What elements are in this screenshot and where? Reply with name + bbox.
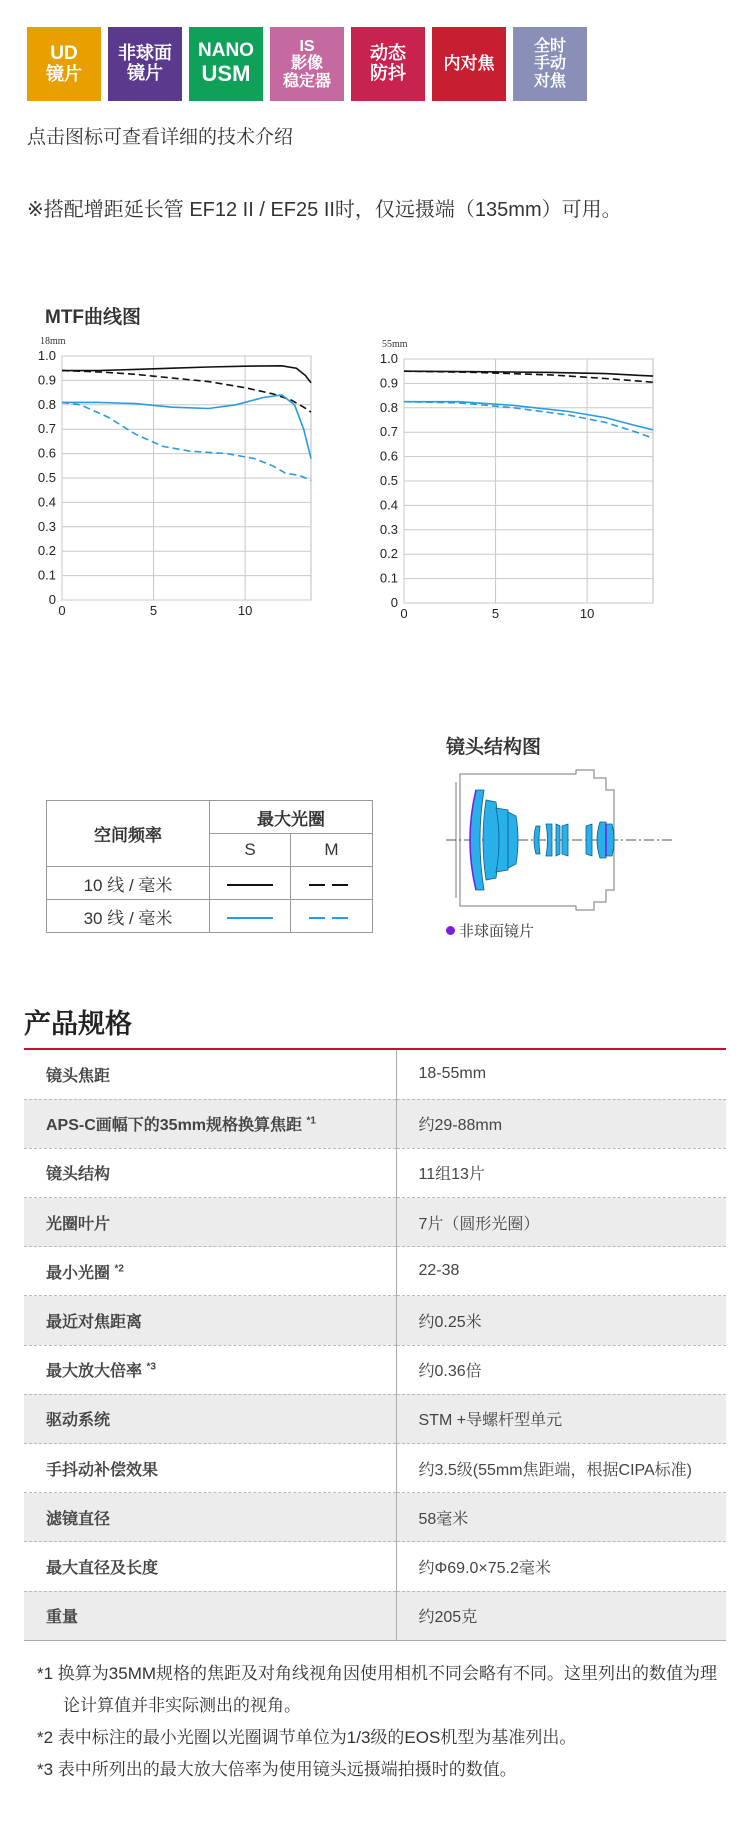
spec-value: STM +导螺杆型单元 — [396, 1394, 726, 1443]
spec-table — [24, 1050, 726, 1641]
x-tick-label: 5 — [491, 606, 500, 621]
mtf-chart-18mm — [37, 336, 380, 676]
y-tick-label: 0.6 — [37, 445, 56, 461]
x-tick-label: 0 — [58, 603, 66, 618]
y-tick-label: 0.8 — [379, 399, 398, 415]
spec-key — [24, 1050, 396, 1099]
x-tick-label: 10 — [237, 603, 253, 618]
spec-key-text: 重量 — [46, 1609, 79, 1627]
y-tick-label: 1.0 — [37, 348, 56, 363]
aspherical-legend — [446, 920, 534, 941]
legend-10-m-swatch — [291, 867, 373, 900]
y-tick-label: 0.1 — [37, 567, 56, 583]
x-tick-label: 10 — [579, 606, 595, 621]
spec-key-text: 滤镜直径 — [46, 1510, 111, 1528]
y-tick-label: 0.5 — [379, 473, 398, 488]
spec-value: 7片（圆形光圈） — [396, 1198, 726, 1247]
spec-key — [24, 1247, 396, 1296]
spec-value: 11组13片 — [396, 1148, 726, 1197]
spec-row — [24, 1247, 726, 1296]
lens-structure-diagram — [446, 760, 676, 925]
y-tick-label: 0.8 — [37, 396, 56, 412]
legend-row-10lp: 10 线 / 毫米 — [47, 867, 210, 900]
y-tick-label: 0.2 — [379, 546, 398, 562]
spec-footnote-ref: *3 — [146, 1361, 156, 1373]
footnote-2: *2 表中标注的最小光圈以光圈调节单位为1/3级的EOS机型为基准列出。 — [37, 1728, 577, 1747]
spec-key — [24, 1394, 396, 1443]
spec-row — [24, 1099, 726, 1148]
y-tick-label: 0.1 — [379, 570, 398, 586]
spec-row — [24, 1345, 726, 1394]
mtf-chart-18mm-svg — [37, 336, 380, 676]
mtf-chart-55mm-svg — [379, 339, 722, 679]
footnotes — [37, 1658, 727, 1786]
x-tick-label: 5 — [149, 603, 158, 618]
spec-value: 约0.36倍 — [396, 1345, 726, 1394]
feature-badges — [27, 27, 587, 101]
spec-key-text: 最大放大倍率 — [46, 1363, 143, 1381]
y-tick-label: 0.2 — [37, 543, 56, 559]
y-tick-label: 0.3 — [37, 518, 56, 534]
legend-freq-header: 空间频率 — [47, 801, 210, 867]
spec-value: 约3.5级(55mm焦距端，根据CIPA标准) — [396, 1444, 726, 1493]
badge-nano-usm[interactable]: NANO USM — [189, 27, 263, 101]
y-tick-label: 1.0 — [379, 351, 398, 366]
spec-key-text: 镜头结构 — [46, 1166, 111, 1184]
y-tick-label: 0.4 — [37, 494, 56, 510]
spec-key — [24, 1148, 396, 1197]
spec-key — [24, 1099, 396, 1148]
y-tick-label: 0 — [390, 595, 398, 610]
spec-key — [24, 1591, 396, 1640]
spec-key-text: 最小光圈 — [46, 1264, 111, 1282]
spec-key-text: 镜头焦距 — [46, 1067, 111, 1085]
spec-key-text: 光圈叶片 — [46, 1215, 111, 1233]
badge-is[interactable]: IS 影像 稳定器 — [270, 27, 344, 101]
y-tick-label: 0.9 — [379, 375, 398, 391]
spec-row — [24, 1591, 726, 1640]
spec-key — [24, 1444, 396, 1493]
spec-row — [24, 1148, 726, 1197]
legend-10-s-swatch — [210, 867, 291, 900]
spec-row — [24, 1444, 726, 1493]
spec-key-text: APS-C画幅下的35mm规格换算焦距 — [46, 1117, 303, 1135]
badge-ud[interactable]: UD 镜片 — [27, 27, 101, 101]
legend-30-m-swatch — [291, 900, 373, 933]
y-tick-label: 0.4 — [379, 497, 398, 513]
chart-focal-label: 18mm — [40, 336, 66, 347]
spec-row — [24, 1493, 726, 1542]
mtf-legend-table — [46, 800, 373, 933]
legend-s-label: S — [210, 834, 291, 867]
spec-key-text: 最近对焦距离 — [46, 1314, 143, 1332]
extension-tube-note: ※搭配增距延长管 EF12 II / EF25 II时，仅远摄端（135mm）可用。 — [27, 199, 622, 221]
spec-value: 18-55mm — [396, 1050, 726, 1099]
mtf-title: MTF曲线图 — [45, 307, 142, 328]
spec-value: 约Φ69.0×75.2毫米 — [396, 1542, 726, 1591]
spec-key-text: 手抖动补偿效果 — [46, 1461, 159, 1479]
spec-key-text: 驱动系统 — [46, 1412, 111, 1430]
legend-row-30lp: 30 线 / 毫米 — [47, 900, 210, 933]
spec-key — [24, 1296, 396, 1345]
spec-key — [24, 1345, 396, 1394]
spec-row — [24, 1050, 726, 1099]
spec-value: 约205克 — [396, 1591, 726, 1640]
spec-key — [24, 1493, 396, 1542]
aspherical-dot-icon — [446, 926, 455, 935]
badge-dynamic-is[interactable]: 动态 防抖 — [351, 27, 425, 101]
x-tick-label: 0 — [400, 606, 408, 621]
y-tick-label: 0.7 — [37, 421, 56, 437]
lens-structure-title: 镜头结构图 — [446, 737, 542, 758]
spec-value: 22-38 — [396, 1247, 726, 1296]
y-tick-label: 0.5 — [37, 470, 56, 485]
badge-hint-text: 点击图标可查看详细的技术介绍 — [27, 127, 294, 148]
spec-key — [24, 1198, 396, 1247]
badge-aspherical[interactable]: 非球面 镜片 — [108, 27, 182, 101]
spec-row — [24, 1296, 726, 1345]
y-tick-label: 0.6 — [379, 448, 398, 464]
y-tick-label: 0.7 — [379, 424, 398, 440]
spec-footnote-ref: *1 — [306, 1115, 316, 1127]
spec-value: 58毫米 — [396, 1493, 726, 1542]
aspherical-legend-label: 非球面镜片 — [459, 923, 535, 940]
mtf-chart-55mm — [379, 339, 722, 679]
spec-value: 约0.25米 — [396, 1296, 726, 1345]
y-tick-label: 0.9 — [37, 372, 56, 388]
y-tick-label: 0 — [48, 592, 56, 607]
spec-footnote-ref: *2 — [114, 1263, 124, 1275]
spec-section-title: 产品规格 — [24, 1009, 132, 1039]
spec-value: 约29-88mm — [396, 1099, 726, 1148]
spec-key — [24, 1542, 396, 1591]
legend-30-s-swatch — [210, 900, 291, 933]
spec-row — [24, 1394, 726, 1443]
footnote-3: *3 表中所列出的最大放大倍率为使用镜头远摄端拍摄时的数值。 — [37, 1760, 517, 1779]
spec-row — [24, 1542, 726, 1591]
legend-aperture-header: 最大光圈 — [210, 801, 373, 834]
spec-key-text: 最大直径及长度 — [46, 1559, 159, 1577]
badge-full-time-mf[interactable]: 全时 手动 对焦 — [513, 27, 587, 101]
legend-m-label: M — [291, 834, 373, 867]
spec-row — [24, 1198, 726, 1247]
chart-focal-label: 55mm — [382, 339, 408, 350]
badge-inner-focus[interactable]: 内对焦 — [432, 27, 506, 101]
y-tick-label: 0.3 — [379, 521, 398, 537]
footnote-1: *1 换算为35MM规格的焦距及对角线视角因使用相机不同会略有不同。这里列出的数值为理论计算值并非实际测出的视角。 — [37, 1664, 718, 1715]
